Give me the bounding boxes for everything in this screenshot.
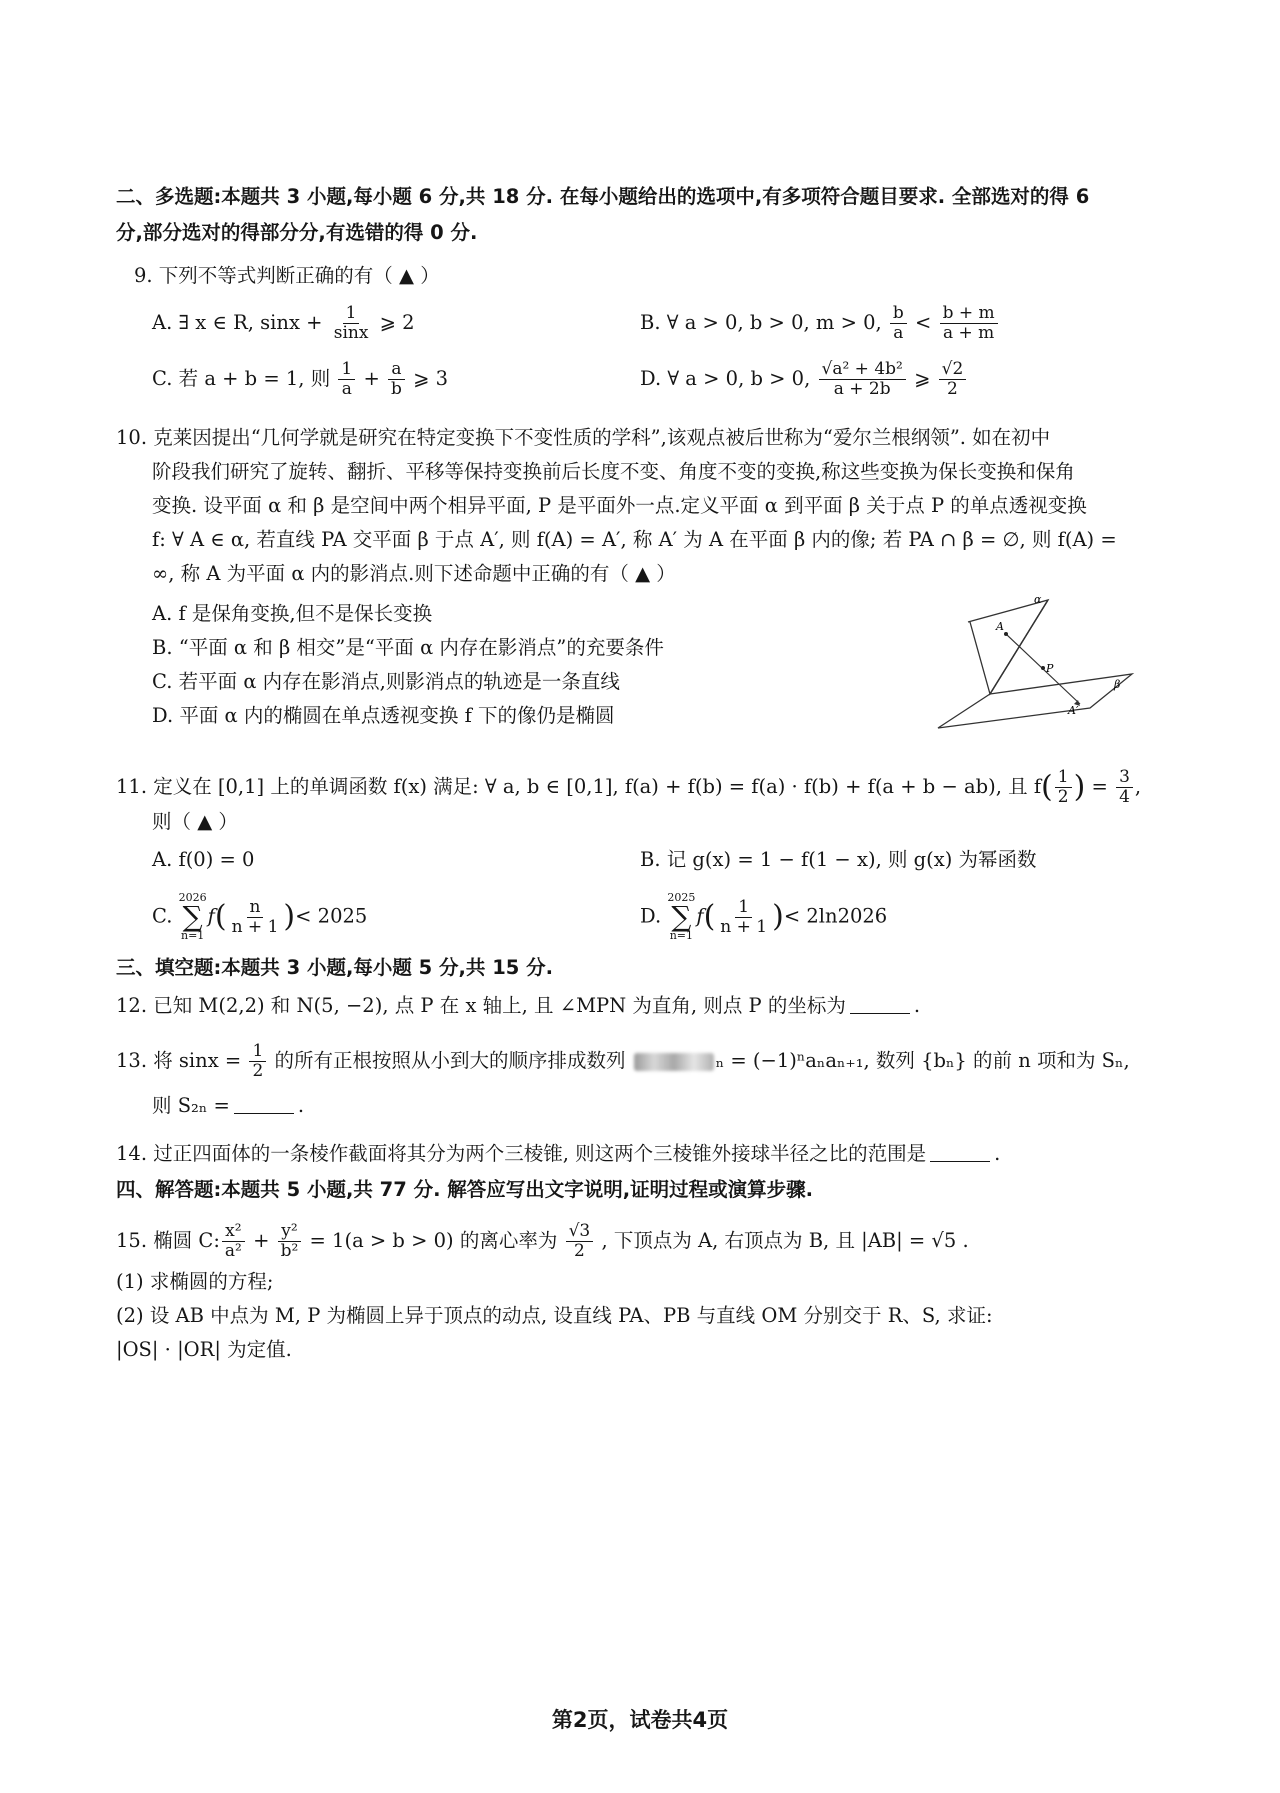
q9-option-b: B. ∀ a > 0, b > 0, m > 0, $\frac{b}{a}$ < $\frac{b + m}{a + m}$ <box>640 304 1000 343</box>
section-2-header-line2: 分,部分选对的得部分分,有选错的得 0 分. <box>116 221 478 244</box>
point-a-dot <box>1004 632 1008 636</box>
q12-answer-blank <box>850 993 910 1014</box>
plane-alpha-outline <box>968 600 1048 694</box>
q11-option-b: B. 记 g(x) = 1 − f(1 − x), 则 g(x) 为幂函数 <box>640 848 1037 871</box>
q10-option-b: B. “平面 α 和 β 相交”是“平面 α 内存在影消点”的充要条件 <box>152 636 664 659</box>
q9-option-c: C. 若 a + b = 1, 则 $\frac{1}{a}$ + $\frac{a}{b}$ ⩾ 3 <box>152 359 449 399</box>
q9-stem: 9. 下列不等式判断正确的有（ ▲ ） <box>134 264 440 287</box>
q15-part1: (1) 求椭圆的方程; <box>116 1270 274 1293</box>
q10-line1: 10. 克莱因提出“几何学就是研究在特定变换下不变性质的学科”,该观点被后世称为“爱尔兰根纲领”. 如在初中 <box>116 426 1051 449</box>
q15-part2-cont: |OS| · |OR| 为定值. <box>116 1338 292 1361</box>
q11-option-d: D. 2025 ∑ n=1 f( $\frac{1}{n + 1}$ )< 2ln2026 <box>640 891 888 942</box>
label-beta: β <box>1114 678 1121 691</box>
q14-answer-blank <box>930 1141 990 1162</box>
q9-option-d: D. ∀ a > 0, b > 0, $\frac{\text{√a² + 4b²}}{a + 2b}$ ⩾ $\frac{√2}{2}$ <box>640 360 968 399</box>
section-3-header: 三、填空题:本题共 3 小题,每小题 5 分,共 15 分. <box>116 956 554 979</box>
q10-line2: 阶段我们研究了旋转、翻折、平移等保持变换前后长度不变、角度不变的变换,称这些变换为保长变换和保角 <box>152 460 1075 483</box>
q15-part2: (2) 设 AB 中点为 M, P 为椭圆上异于顶点的动点, 设直线 PA、PB 与直线 OM 分别交于 R、S, 求证: <box>116 1304 993 1327</box>
q9-option-a: A. ∃ x ∈ R, sinx + $\frac{1}{\sin x}$ ⩾ 2 <box>152 303 415 343</box>
plane-beta-outline <box>938 674 1132 728</box>
section-4-header: 四、解答题:本题共 5 小题,共 77 分. 解答应写出文字说明,证明过程或演算步骤. <box>116 1178 814 1201</box>
q13-line1: 13. 将 sinx = $\frac{1}{2}$ 的所有正根按照从小到大的顺序排成数列 ₙ = (−1)ⁿaₙaₙ₊₁, 数列 {bₙ} 的前 n 项和为 Sₙ, <box>116 1041 1130 1081</box>
q11-line1: 11. 定义在 [0,1] 上的单调函数 f(x) 满足: ∀ a, b ∈ [0,1], f(a) + f(b) = f(a) · f(b) + f(a + b − ab), 且 f( $\frac{1}{2}$ ) = $\frac{3}{4}$ , <box>116 767 1142 807</box>
q10-option-d: D. 平面 α 内的椭圆在单点透视变换 f 下的像仍是椭圆 <box>152 704 615 727</box>
q11-option-c: C. 2026 ∑ n=1 f( $\frac{n}{n + 1}$ )< 2025 <box>152 891 368 942</box>
q10-line3: 变换. 设平面 α 和 β 是空间中两个相异平面, P 是平面外一点.定义平面 α 到平面 β 关于点 P 的单点透视变换 <box>152 494 1087 517</box>
label-a: A <box>996 620 1004 633</box>
label-a-prime: A′ <box>1068 704 1079 717</box>
q10-option-a: A. f 是保角变换,但不是保长变换 <box>152 602 433 625</box>
section-2-header-line1: 二、多选题:本题共 3 小题,每小题 6 分,共 18 分. 在每小题给出的选项中,有多项符合题目要求. 全部选对的得 6 <box>116 185 1090 208</box>
perspective-transform-figure <box>930 570 1160 740</box>
q13-answer-blank <box>234 1093 294 1114</box>
q13-line2: 则 S₂ₙ = . <box>152 1094 305 1117</box>
label-alpha: α <box>1034 593 1042 606</box>
label-p: P <box>1046 662 1054 675</box>
q11-line2: 则（ ▲ ） <box>152 810 238 833</box>
q10-line5: ∞, 称 A 为平面 α 内的影消点.则下述命题中正确的有（ ▲ ） <box>152 562 676 585</box>
page-footer: 第2页，试卷共4页 <box>551 1708 729 1732</box>
q12: 12. 已知 M(2,2) 和 N(5, −2), 点 P 在 x 轴上, 且 ∠MPN 为直角, 则点 P 的坐标为 . <box>116 994 921 1017</box>
q15-line1: 15. 椭圆 C: $\frac{\text{x²}}{\text{a²}}$ + $\frac{\text{y²}}{\text{b²}}$ = 1(a > b > 0) 的离心率为 $\frac{√3}{2}$ , 下顶点为 A, 右顶点为 B, 且 |AB| = √5 . <box>116 1221 969 1261</box>
q14: 14. 过正四面体的一条棱作截面将其分为两个三棱锥, 则这两个三棱锥外接球半径之比的范围是 . <box>116 1142 1001 1165</box>
q11-option-a: A. f(0) = 0 <box>152 848 255 871</box>
q10-line4: f: ∀ A ∈ α, 若直线 PA 交平面 β 于点 A′, 则 f(A) = A′, 称 A′ 为 A 在平面 β 内的像; 若 PA ∩ β = ∅, 则 f(A) = <box>152 528 1117 551</box>
q10-option-c: C. 若平面 α 内存在影消点,则影消点的轨迹是一条直线 <box>152 670 620 693</box>
point-p-dot <box>1041 666 1045 670</box>
obscured-region <box>634 1053 714 1071</box>
